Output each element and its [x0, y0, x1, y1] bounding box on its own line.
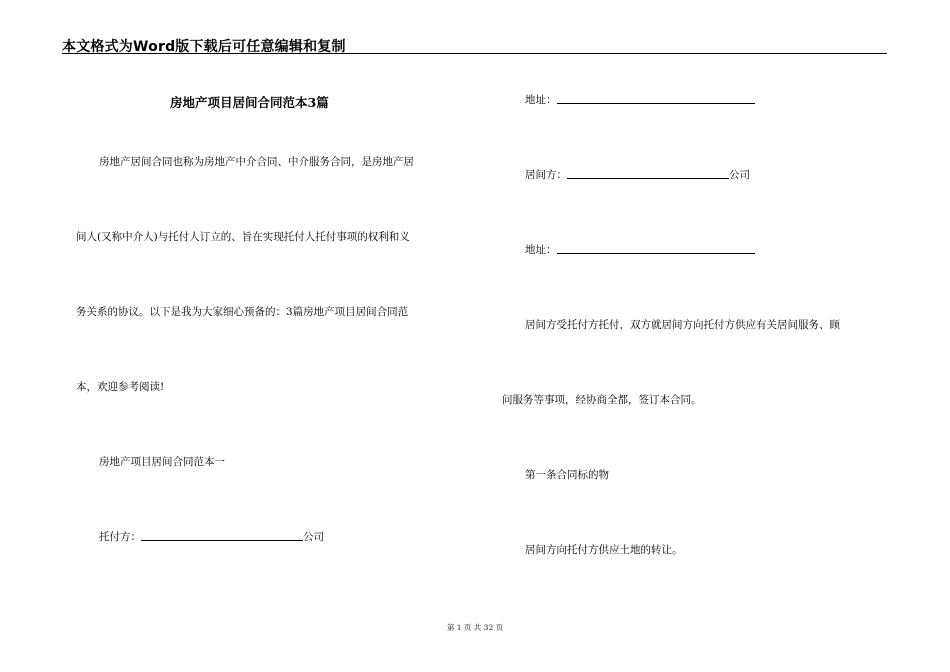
article-1-heading: 第一条合同标的物 — [525, 469, 609, 481]
intro-line-3: 务关系的协议。以下是我为大家细心预备的：3篇房地产项目居间合同范 — [76, 306, 409, 318]
address-field-1 — [525, 93, 755, 107]
article-1-text: 居间方向托付方供应土地的转让。 — [525, 544, 683, 556]
address-blank-1 — [557, 93, 755, 104]
page-number: 第 1 页 共 32 页 — [446, 623, 504, 632]
address-label-2: 地址： — [525, 244, 557, 256]
section-heading: 房地产项目居间合同范本一 — [99, 456, 225, 468]
broker-field — [525, 168, 750, 182]
broker-label: 居间方： — [525, 169, 567, 181]
broker-name-blank — [567, 168, 729, 179]
address-label-1: 地址： — [525, 94, 557, 106]
agreement-line-1: 居间方受托付方托付，双方就居间方向托付方供应有关居间服务、顾 — [525, 319, 840, 331]
document-banner: 本文格式为Word版下载后可任意编辑和复制 — [62, 39, 346, 55]
client-label: 托付方： — [99, 531, 141, 543]
address-field-2 — [525, 243, 755, 257]
client-field — [99, 530, 324, 544]
agreement-line-2: 问服务等事项，经协商全都，签订本合同。 — [502, 394, 702, 406]
header-divider — [62, 53, 887, 54]
client-suffix: 公司 — [303, 531, 324, 543]
broker-suffix: 公司 — [729, 169, 750, 181]
document-title: 房地产项目居间合同范本3篇 — [170, 95, 329, 110]
intro-line-4: 本，欢迎参考阅读! — [76, 381, 165, 393]
address-blank-2 — [557, 243, 755, 254]
intro-line-1: 房地产居间合同也称为房地产中介合同、中介服务合同，是房地产居 — [99, 156, 414, 168]
intro-line-2: 间人(又称中介人)与托付人订立的、旨在实现托付人托付事项的权利和义 — [76, 231, 410, 243]
client-name-blank — [141, 530, 303, 541]
